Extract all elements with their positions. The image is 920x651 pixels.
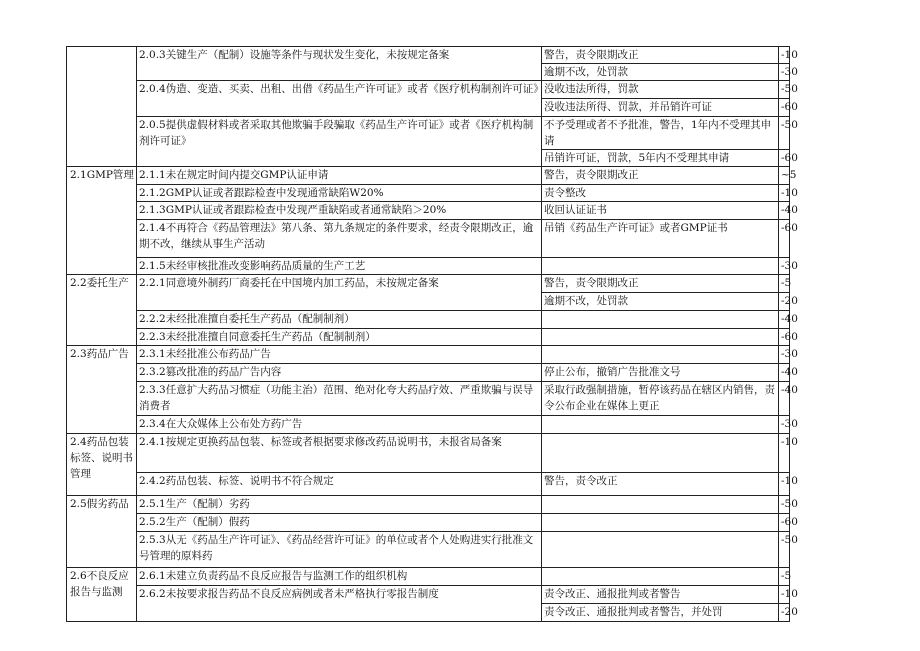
score-cell: -60 [779,514,790,532]
score-cell: -60 [779,220,790,258]
item-cell: 2.2.2未经批准擅自委托生产药品（配制制剂） [137,311,542,329]
penalty-cell [542,329,779,346]
category-cell: 2.2委托生产 [67,275,137,346]
penalty-cell: 收回认证证书 [542,202,779,220]
item-cell: 2.0.5提供虚假材料或者采取其他欺骗手段骗取《药品生产许可证》或者《医疗机构制剂许可证》 [137,117,542,167]
penalty-cell [542,346,779,364]
item-cell: 2.0.4伪造、变造、买卖、出租、出借《药品生产许可证》或者《医疗机构制剂许可证》 [137,81,542,117]
table-row [67,275,790,293]
penalty-cell [542,514,779,532]
table-row [67,329,790,346]
score-cell: -10 [779,47,790,64]
item-cell: 2.1.4不再符合《药品管理法》第八条、第九条规定的条件要求，经责令限期改正，逾期不改，继续从事生产活动 [137,220,542,258]
item-cell: 2.1.3GMP认证或者跟踪检查中发现严重缺陷或者通常缺陷＞20% [137,202,542,220]
item-cell: 2.1.2GMP认证或者跟踪检查中发现通常缺陷W20% [137,185,542,202]
score-cell: -40 [779,382,790,416]
item-cell: 2.3.2篡改批准的药品广告内容 [137,364,542,382]
table-row [67,81,790,99]
table-row [67,473,790,496]
score-cell: -5 [779,275,790,293]
penalty-cell: 警告，责令改正 [542,473,779,496]
score-cell: -30 [779,258,790,275]
item-cell: 2.4.1按规定更换药品包装、标签或者根据要求修改药品说明书，未报省局备案 [137,434,542,473]
penalty-cell: 警告，责令限期改正 [542,167,779,185]
score-cell: -40 [779,311,790,329]
penalty-cell [542,311,779,329]
score-cell: -60 [779,99,790,117]
penalty-cell [542,532,779,568]
penalty-cell: 责令改正、通报批判或者警告，并处罚 [542,604,779,622]
score-cell: -10 [779,434,790,473]
score-cell: -30 [779,416,790,434]
item-cell: 2.5.2生产（配制）假药 [137,514,542,532]
penalty-cell: 逾期不改，处罚款 [542,64,779,81]
table-row [67,434,790,473]
score-cell: -40 [779,202,790,220]
item-cell: 2.5.3从无《药品生产许可证》、《药品经营许可证》的单位或者个人处购进实行批准文号管理的原料药 [137,532,542,568]
table-row [67,586,790,604]
score-cell: -10 [779,185,790,202]
item-cell: 2.2.1同意境外制药厂商委托在中国境内加工药品，未按规定备案 [137,275,542,311]
score-cell: -60 [779,150,790,167]
score-cell: -30 [779,346,790,364]
table-row [67,117,790,150]
item-cell: 2.3.4在大众媒体上公布处方药广告 [137,416,542,434]
score-cell: -60 [779,329,790,346]
table-row [67,220,790,258]
table-row [67,258,790,275]
score-cell: -10 [779,586,790,604]
category-cell: 2.6不良反应报告与监测 [67,568,137,622]
penalty-cell: 采取行政强制措施，暂停该药品在辖区内销售，责令公布企业在媒体上更正 [542,382,779,416]
penalty-cell: 逾期不改，处罚款 [542,293,779,311]
category-cell: 2.5假劣药品 [67,496,137,568]
penalty-cell: 警告，责令限期改正 [542,47,779,64]
table-row [67,416,790,434]
penalty-cell: 吊销许可证，罚款，5年内不受理其申请 [542,150,779,167]
table-row [67,514,790,532]
score-cell: -30 [779,64,790,81]
penalty-cell: 吊销《药品生产许可证》或者GMP证书 [542,220,779,258]
item-cell: 2.6.2未按要求报告药品不良反应病例或者未严格执行零报告制度 [137,586,542,622]
score-cell: -50 [779,532,790,568]
category-cell: 2.4药品包装标签、说明书管理 [67,434,137,496]
penalty-cell: 责令改正、通报批判或者警告 [542,586,779,604]
score-cell: -50 [779,117,790,150]
category-cell: 2.1GMP管理 [67,167,137,275]
table-row [67,496,790,514]
category-cell: 2.3药品广告 [67,346,137,434]
item-cell: 2.1.1未在规定时间内提交GMP认证申请 [137,167,542,185]
table-row [67,167,790,185]
score-cell: -50 [779,81,790,99]
item-cell: 2.2.3未经批准擅自同意委托生产药品（配制制剂） [137,329,542,346]
penalty-cell: 停止公布，撤销广告批准文号 [542,364,779,382]
table-row [67,532,790,568]
table-row [67,382,790,416]
score-cell: -20 [779,293,790,311]
penalty-cell: 警告，责令限期改正 [542,275,779,293]
score-cell: -50 [779,496,790,514]
penalty-cell: 没收违法所得、罚款，并吊销许可证 [542,99,779,117]
category-cell [67,47,137,167]
item-cell: 2.6.1未建立负责药品不良反应报告与监测工作的组织机构 [137,568,542,586]
penalty-cell [542,416,779,434]
table-row [67,47,790,64]
table-row [67,364,790,382]
score-cell: -40 [779,364,790,382]
regulation-table [66,46,798,622]
table-row [67,311,790,329]
penalty-cell: 不予受理或者不予批准，警告，1年内不受理其申请 [542,117,779,150]
score-cell: -20 [779,604,790,622]
item-cell: 2.3.1未经批准公布药品广告 [137,346,542,364]
table-row [67,346,790,364]
table-row [67,202,790,220]
penalty-cell: 责令整改 [542,185,779,202]
item-cell: 2.4.2药品包装、标签、说明书不符合规定 [137,473,542,496]
item-cell: 2.0.3关键生产（配制）设施等条件与现状发生变化，未按规定备案 [137,47,542,81]
item-cell: 2.3.3任意扩大药品习惯症（功能主治）范围、绝对化夸大药品疗效、严重欺骗与误导消费者 [137,382,542,416]
table-row [67,568,790,586]
penalty-cell [542,496,779,514]
item-cell: 2.1.5未经审核批准改变影响药品质量的生产工艺 [137,258,542,275]
penalty-cell [542,258,779,275]
penalty-cell [542,434,779,473]
score-cell: -10 [779,473,790,496]
score-cell: ~5 [779,167,790,185]
penalty-cell [542,568,779,586]
table-row [67,185,790,202]
score-cell: -5 [779,568,790,586]
penalty-cell: 没收违法所得，罚款 [542,81,779,99]
item-cell: 2.5.1生产（配制）劣药 [137,496,542,514]
